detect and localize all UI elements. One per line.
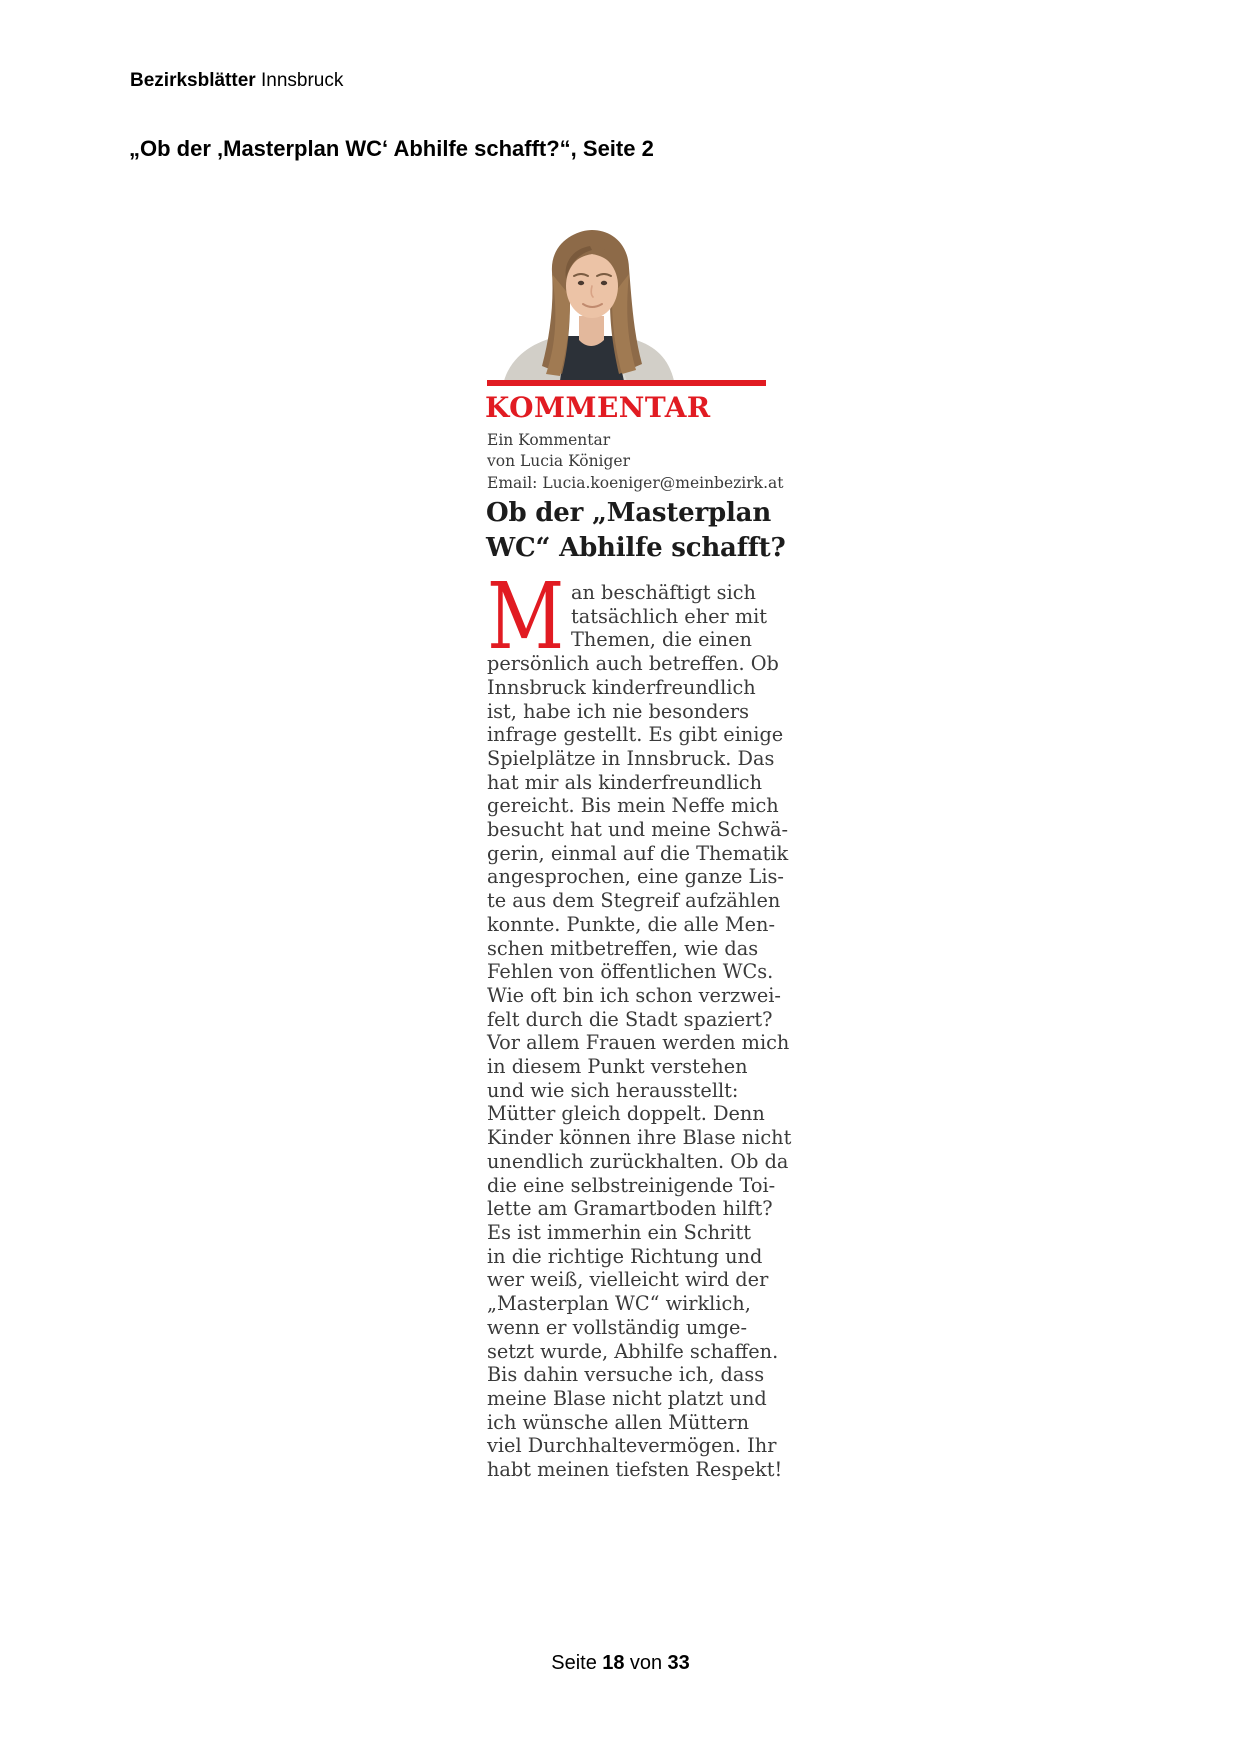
text-line: wenn er vollständig umge-	[487, 1315, 747, 1339]
text-line: infrage gestellt. Es gibt einige	[487, 723, 784, 747]
text-line: WC“ Abhilfe schafft?	[486, 533, 786, 563]
text-line: Themen, die einen	[571, 628, 752, 652]
text-line: setzt wurde, Abhilfe schaffen.	[487, 1339, 779, 1363]
article-body	[487, 563, 792, 1482]
text-line: unendlich zurückhalten. Ob da	[487, 1149, 789, 1173]
text-line: hat mir als kinderfreundlich	[487, 770, 763, 794]
text-line: felt durch die Stadt spaziert?	[487, 1007, 773, 1031]
text-line: die eine selbstreinigende Toi-	[487, 1173, 776, 1197]
text-line: Email: Lucia.koeniger@meinbezirk.at	[487, 473, 784, 492]
text-line: tatsächlich eher mit	[571, 604, 768, 628]
text-line: habt meinen tiefsten Respekt!	[487, 1458, 783, 1482]
footer-total-pages: 33	[667, 1652, 690, 1674]
text-line: wer weiß, vielleicht wird der	[487, 1268, 769, 1292]
byline	[487, 430, 783, 494]
text-line: in die richtige Richtung und	[487, 1244, 763, 1268]
text-line: und wie sich herausstellt:	[487, 1078, 739, 1102]
section-divider-rule	[487, 380, 766, 386]
text-line: meine Blase nicht platzt und	[487, 1386, 767, 1410]
text-line: Vor allem Frauen werden mich	[487, 1031, 790, 1055]
text-line: ist, habe ich nie besonders	[487, 699, 750, 723]
drop-cap: M	[487, 563, 565, 670]
section-label: KOMMENTAR	[485, 391, 711, 424]
text-line: te aus dem Stegreif aufzählen	[487, 889, 781, 913]
text-line: Ein Kommentar	[487, 431, 611, 449]
text-line: konnte. Punkte, die alle Men-	[487, 912, 775, 936]
text-line: Fehlen von öffentlichen WCs.	[487, 960, 774, 984]
masthead-region: Innsbruck	[260, 70, 344, 91]
text-line: lette am Gramartboden hilft?	[487, 1197, 773, 1221]
text-line: Innsbruck kinderfreundlich	[487, 675, 756, 699]
text-line: Kinder können ihre Blase nicht	[487, 1126, 792, 1150]
footer-label-page: Seite	[551, 1652, 597, 1674]
text-line: besucht hat und meine Schwä-	[487, 818, 789, 842]
body-paragraph	[487, 652, 792, 1482]
footer-label-of: von	[629, 1652, 663, 1674]
text-line: an beschäftigt sich	[571, 581, 756, 604]
text-line: Spielplätze in Innsbruck. Das	[487, 746, 775, 770]
doc-headline: „Ob der ‚Masterplan WC‘ Abhilfe schafft?“, Seite 2	[129, 136, 654, 161]
masthead-brand: Bezirksblätter	[130, 70, 256, 91]
text-line: Mütter gleich doppelt. Denn	[487, 1102, 765, 1126]
author-photo	[482, 224, 692, 381]
text-line: Wie oft bin ich schon verzwei-	[487, 983, 781, 1007]
text-line: angesprochen, eine ganze Lis-	[487, 865, 784, 889]
text-line: Ob der „Masterplan	[486, 498, 772, 528]
text-line: viel Durchhaltevermögen. Ihr	[487, 1434, 777, 1458]
masthead	[130, 70, 343, 92]
text-line: in diesem Punkt verstehen	[487, 1055, 748, 1079]
text-line: ich wünsche allen Müttern	[487, 1410, 749, 1434]
text-line: persönlich auch betreffen. Ob	[487, 652, 779, 676]
text-line: „Masterplan WC“ wirklich,	[487, 1292, 751, 1316]
text-line: gerin, einmal auf die Thematik	[487, 841, 789, 865]
text-line: schen mitbetreffen, wie das	[487, 936, 759, 960]
footer-current-page: 18	[602, 1652, 625, 1674]
text-line: gereicht. Bis mein Neffe mich	[487, 794, 779, 818]
text-line: Es ist immerhin ein Schritt	[487, 1220, 751, 1244]
author-photo-image	[482, 224, 692, 381]
text-line: Bis dahin versuche ich, dass	[487, 1363, 765, 1387]
page-footer	[0, 1652, 1241, 1675]
article-title	[486, 496, 786, 566]
text-line: von Lucia Königer	[487, 452, 631, 471]
